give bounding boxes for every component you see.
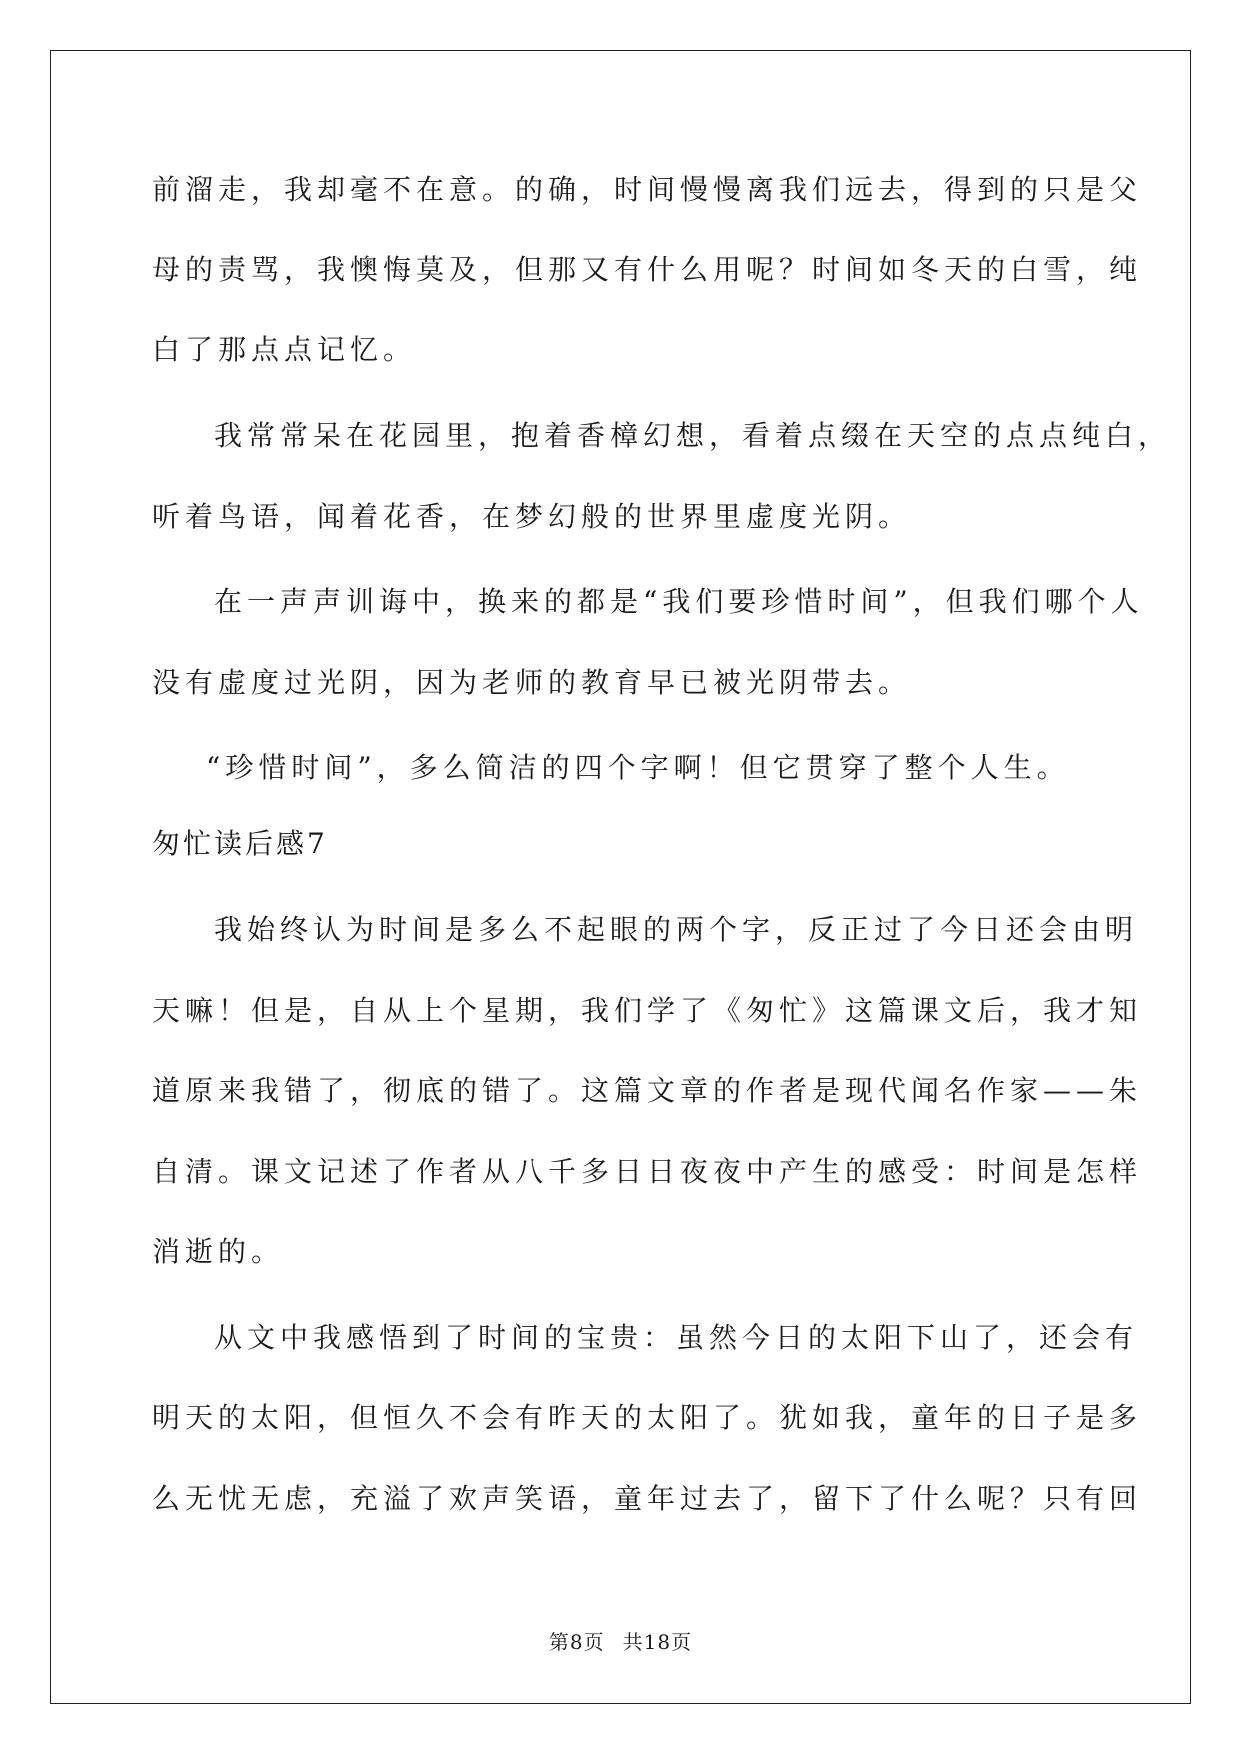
text-line: 消逝的。	[152, 1235, 285, 1268]
text-line: 我始终认为时间是多么不起眼的两个字，反正过了今日还会由明	[214, 913, 1139, 946]
text-line: 听着鸟语，闻着花香，在梦幻般的世界里虚度光阴。	[152, 500, 912, 533]
page-footer	[0, 1628, 1241, 1656]
text-line: 从文中我感悟到了时间的宝贵：虽然今日的太阳下山了，还会有	[214, 1321, 1139, 1354]
text-line: 在一声声训诲中，换来的都是“我们要珍惜时间”，但我们哪个人	[214, 585, 1144, 618]
text-line: “珍惜时间”，多么简洁的四个字啊！但它贯穿了整个人生。	[206, 751, 1070, 784]
text-line: 白了那点点记忆。	[152, 333, 417, 366]
section-heading: 匆忙读后感7	[152, 827, 328, 860]
text-line: 么无忧无虑，充溢了欢声笑语，童年过去了，留下了什么呢？只有回	[152, 1482, 1143, 1515]
text-line: 天嘛！但是，自从上个星期，我们学了《匆忙》这篇课文后，我才知	[152, 994, 1143, 1027]
text-line: 我常常呆在花园里，抱着香樟幻想，看着点缀在天空的点点纯白，	[214, 419, 1172, 452]
text-line: 没有虚度过光阴，因为老师的教育早已被光阴带去。	[152, 666, 912, 699]
page-number: 第8页	[548, 1630, 605, 1654]
text-line: 自清。课文记述了作者从八千多日日夜夜中产生的感受：时间是怎样	[152, 1155, 1143, 1188]
text-line: 道原来我错了，彻底的错了。这篇文章的作者是现代闻名作家——朱	[152, 1074, 1143, 1107]
page-border	[50, 50, 1191, 1704]
text-line: 母的责骂，我懊悔莫及，但那又有什么用呢？时间如冬天的白雪，纯	[152, 253, 1143, 286]
text-line: 明天的太阳，但恒久不会有昨天的太阳了。犹如我，童年的日子是多	[152, 1401, 1143, 1434]
text-line: 前溜走，我却毫不在意。的确，时间慢慢离我们远去，得到的只是父	[152, 173, 1143, 206]
page-total: 共18页	[622, 1630, 693, 1654]
